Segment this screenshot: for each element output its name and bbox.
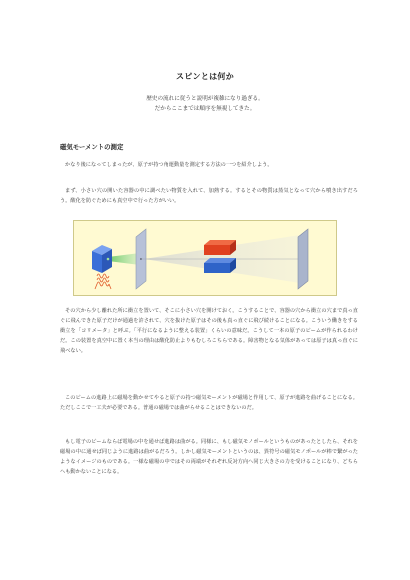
paragraph: まず、小さい穴の開いた容器の中に調べたい物質を入れて、加熱する。するとその物質は蒸気となって穴から噴き出すだろう。酸化を防ぐためにも真空中で行った方がいい。 — [60, 188, 358, 204]
detector-screen-icon — [298, 229, 308, 289]
epigraph-line: だからここまでは順序を無視してきた。 — [154, 106, 256, 112]
furnace-icon — [92, 245, 112, 273]
paragraph: もし電子のビームならば電場の中を通せば進路は曲がる。同様に、もし磁気モノポールというものがあったとしたら、それを磁場の中に通せば同じように進路は曲がるだろう。しかし磁気モーメントというのは、異符号の磁気モノポールが棒で繋がったようなイメージのものである。一様な磁場の中ではその両端がそれぞれ反対方向へ同じ大きさの力を受けることになり、どちらへも動かないことになる。 — [60, 439, 358, 475]
paragraph: その穴から少し離れた所に衝立を置いて、そこに小さい穴を開けておく。こうすることで、容器の穴から衝立の穴まで真っ直ぐに飛んできた原子だけが通過を許されて、穴を抜けた原子はその後も真っ直ぐに飛び続けることになる。こういう働きをする衝立を「コリメータ」と呼ぶ。「平行になるように整える装置」くらいの意味だ。こうして一本の原子のビームが作られるわけだ。この装置を真空中に置く本当の理由は酸化防止よりもむしろこちらである。障害物となる気体があっては原子は真っ直ぐに飛べない。 — [60, 308, 358, 354]
paragraph: かなり後になってしまったが、原子が持つ角運動量を測定する方法の一つを紹介しよう。 — [65, 162, 273, 168]
magnet-south-icon — [204, 258, 236, 273]
heater-coil-icon — [95, 274, 111, 289]
atom-beam — [108, 253, 140, 265]
section-heading: 磁気モーメントの測定 — [60, 143, 124, 151]
epigraph — [0, 94, 410, 114]
paragraph: このビームの進路上に磁場を動かせてやると原子の持つ磁気モーメントが磁場と作用して、原子が進路を曲げることになる。ただしここで一工夫が必要である。普通の磁場では曲がらせることはできないのだ。 — [60, 395, 358, 411]
epigraph-line: 歴史の流れに従うと説明が複雑になり過ぎる。 — [146, 96, 264, 102]
magnet-north-icon — [204, 240, 236, 255]
apparatus-diagram — [74, 221, 336, 295]
stern-gerlach-figure — [73, 220, 337, 296]
page-title: スピンとは何か — [175, 72, 235, 81]
